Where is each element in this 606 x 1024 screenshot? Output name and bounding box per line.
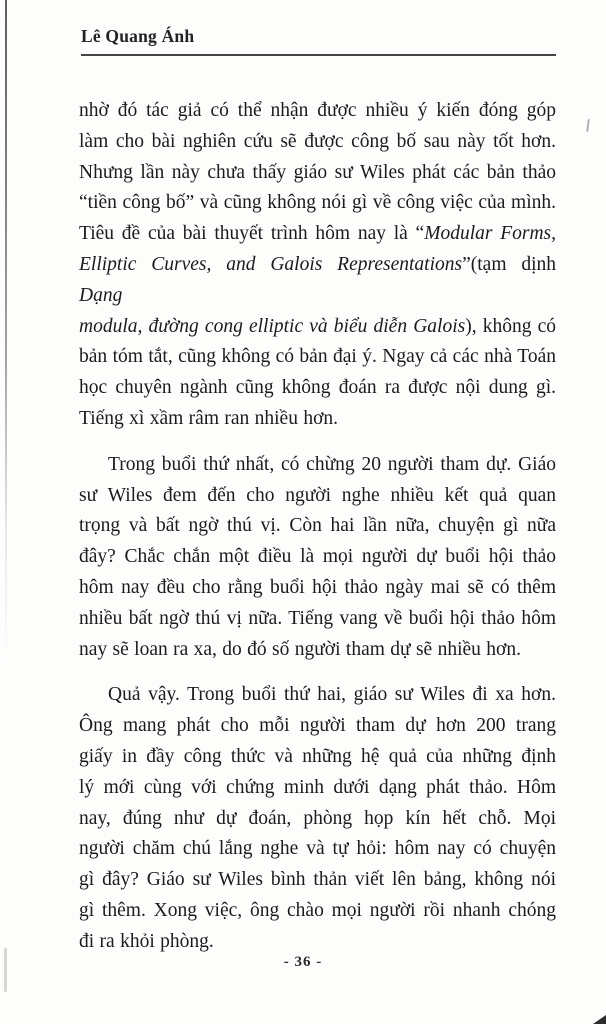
header-author-name: Lê Quang Ánh	[81, 26, 195, 46]
text-line	[79, 481, 556, 512]
text-segment: đây? Chắc chắn một điều là mọi người dự buổi hội thảo	[79, 546, 556, 568]
text-segment: học chuyên ngành cũng không đoán ra được nội dung gì.	[79, 377, 556, 399]
text-line	[79, 573, 556, 604]
text-line	[79, 680, 556, 711]
text-segment: ), không có	[465, 315, 556, 337]
text-line	[79, 404, 556, 435]
text-line	[79, 96, 556, 127]
text-segment: Quả vậy. Trong buổi thứ hai, giáo sư Wiles đi xa hơn.	[108, 684, 556, 706]
text-segment: Ông mang phát cho mỗi người tham dự hơn 200 trang	[79, 715, 556, 737]
text-line	[79, 450, 556, 481]
text-line	[79, 896, 556, 927]
text-segment: bản tóm tắt, cũng không có bản đại ý. Ngay cả các nhà Toán	[79, 346, 556, 368]
paragraph	[79, 680, 556, 957]
scan-edge-line	[5, 0, 7, 660]
text-segment: Tiếng xì xầm râm ran nhiều hơn.	[79, 407, 339, 429]
page-footer	[0, 953, 606, 971]
text-segment: lý mới cùng với chứng minh dưới dạng phát thảo. Hôm	[79, 776, 556, 798]
scan-corner-shadow	[593, 1015, 606, 1024]
text-line	[79, 804, 556, 835]
paragraph	[79, 96, 556, 435]
text-segment: modula, đường cong elliptic và biểu diễn Galois	[79, 315, 466, 337]
text-segment: giấy in đầy công thức và những hệ quả của những định	[79, 745, 556, 767]
text-segment: nhiều bất ngờ thú vị nữa. Tiếng vang về buổi hội thảo hôm	[79, 607, 556, 629]
text-line	[79, 511, 556, 542]
text-line	[79, 250, 556, 312]
text-segment: trọng và bất ngờ thú vị. Còn hai lần nữa, chuyện gì nữa	[79, 515, 556, 537]
paragraph	[79, 450, 556, 666]
text-line	[79, 865, 556, 896]
header-rule	[81, 54, 556, 56]
text-line	[79, 635, 556, 666]
text-segment: nhờ đó tác giả có thể nhận được nhiều ý kiến đóng góp	[79, 100, 556, 121]
text-line	[79, 312, 556, 343]
scan-mark	[586, 119, 590, 132]
running-header	[81, 26, 556, 64]
text-segment: “tiền công bố” và cũng không nói gì về công việc của mình.	[79, 192, 556, 214]
text-line	[79, 373, 556, 404]
text-segment: nay, đúng như dự đoán, phòng họp kín hết chỗ. Mọi	[79, 807, 556, 829]
text-line	[79, 834, 556, 865]
body-text	[79, 96, 556, 958]
text-line	[79, 158, 556, 189]
text-line	[79, 604, 556, 635]
text-segment: gì thêm. Xong việc, ông chào mọi người rồi nhanh chóng	[79, 899, 556, 921]
text-segment: hôm nay đều cho rằng buổi hội thảo ngày mai sẽ có thêm	[79, 576, 556, 598]
text-segment: Tiêu đề của bài thuyết trình hôm nay là “	[79, 223, 425, 245]
page-number: - 36 -	[283, 954, 323, 970]
text-segment: nay sẽ loan ra xa, do đó số người tham dự sẽ nhiều hơn.	[79, 638, 521, 660]
text-line	[79, 188, 556, 219]
text-segment: Modular Forms,	[424, 223, 556, 245]
text-segment: Dạng	[79, 284, 123, 306]
text-segment: người chăm chú lắng nghe và tự hỏi: hôm nay có chuyện	[79, 838, 556, 860]
text-line	[79, 219, 556, 250]
text-line	[79, 127, 556, 158]
text-segment: đi ra khỏi phòng.	[79, 930, 214, 952]
text-segment: làm cho bài nghiên cứu sẽ được công bố sau này tốt hơn.	[79, 130, 556, 152]
text-line	[79, 742, 556, 773]
text-segment: Nhưng lần này chưa thấy giáo sư Wiles phát các bản thảo	[79, 161, 556, 183]
text-segment: ”(tạm dịnh	[462, 253, 556, 275]
text-segment: Elliptic Curves, and Galois Representations	[79, 253, 463, 275]
text-line	[79, 342, 556, 373]
text-segment: gì đây? Giáo sư Wiles bình thản viết lên bảng, không nói	[79, 869, 556, 891]
text-line	[79, 542, 556, 573]
text-line	[79, 711, 556, 742]
text-segment: sư Wiles đem đến cho người nghe nhiều kết quả quan	[79, 484, 556, 506]
text-line	[79, 773, 556, 804]
text-segment: Trong buổi thứ nhất, có chừng 20 người tham dự. Giáo	[108, 453, 556, 475]
